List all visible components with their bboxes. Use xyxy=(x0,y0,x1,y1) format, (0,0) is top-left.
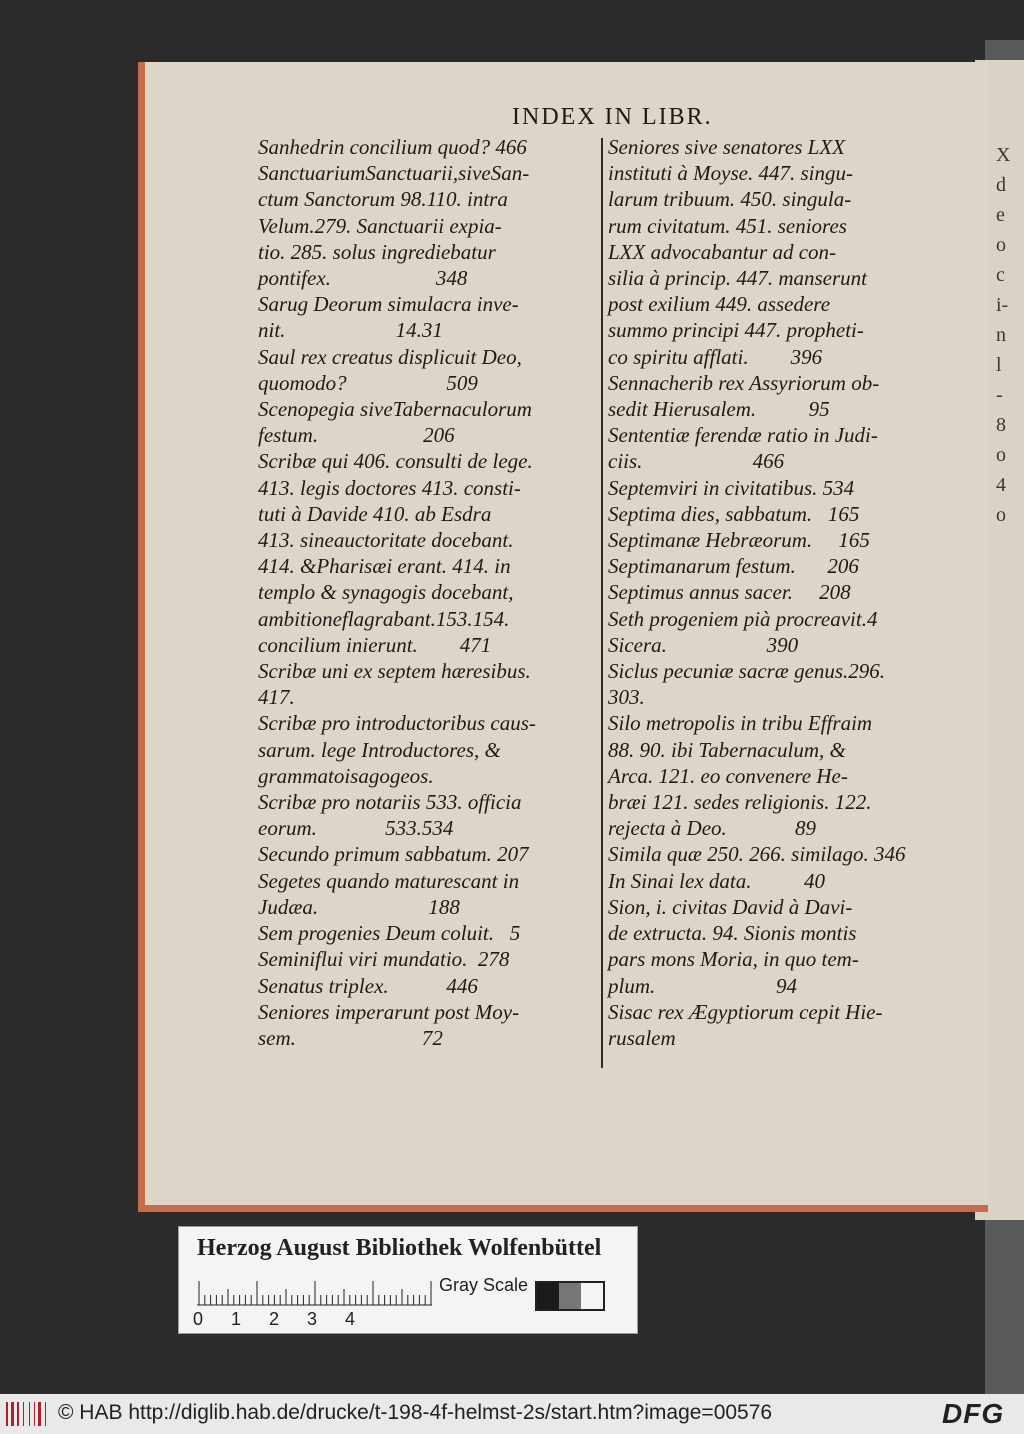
index-line: In Sinai lex data. 40 xyxy=(608,868,825,893)
footer-bar xyxy=(0,1394,1024,1434)
margin-glyph: l xyxy=(996,354,1002,376)
library-label xyxy=(178,1226,638,1334)
margin-glyph: X xyxy=(996,144,1011,166)
margin-glyph: d xyxy=(996,174,1006,196)
barcode-bar xyxy=(23,1402,24,1426)
scale-number: 4 xyxy=(345,1309,356,1329)
index-line: Septemviri in civitatibus. 534 xyxy=(608,475,855,500)
index-line: Seth progeniem pià procreavit.4 xyxy=(608,606,878,631)
index-line: co spiritu afflati. 396 xyxy=(608,344,823,369)
index-line: tio. 285. solus ingrediebatur xyxy=(258,239,496,264)
margin-glyph: 8 xyxy=(996,414,1006,436)
index-line: silia à princip. 447. manserunt xyxy=(608,266,868,291)
margin-glyph: n xyxy=(996,324,1006,346)
index-line: Sem progenies Deum coluit. 5 xyxy=(258,921,521,946)
index-line: Septimanarum festum. 206 xyxy=(608,554,859,579)
margin-glyph: o xyxy=(996,444,1006,466)
index-line: Segetes quando maturescant in xyxy=(258,868,520,893)
barcode-bar xyxy=(6,1402,8,1426)
gray-scale-swatches xyxy=(535,1281,605,1311)
index-line: Sanhedrin concilium quod? 466 xyxy=(258,135,527,159)
index-line: instituti à Moyse. 447. singu- xyxy=(608,161,853,186)
barcode-bar xyxy=(34,1402,35,1426)
barcode-bar xyxy=(11,1402,14,1426)
margin-glyph: c xyxy=(996,264,1005,286)
index-line: Sicera. 390 xyxy=(608,632,799,657)
index-line: Sarug Deorum simulacra inve- xyxy=(258,292,519,317)
index-line: rum civitatum. 451. seniores xyxy=(608,213,847,238)
index-line: de extructa. 94. Sionis montis xyxy=(608,921,857,946)
index-line: festum. 206 xyxy=(258,423,455,448)
index-line: sarum. lege Introductores, & xyxy=(258,737,501,762)
index-line: Seminiflui viri mundatio. 278 xyxy=(258,947,510,972)
index-line: Saul rex creatus displicuit Deo, xyxy=(258,344,522,369)
label-title: Herzog August Bibliothek Wolfenbüttel xyxy=(197,1235,602,1261)
index-line: bræi 121. sedes religionis. 122. xyxy=(608,790,872,815)
index-line: 413. legis doctores 413. consti- xyxy=(258,475,521,500)
index-line: 417. xyxy=(258,685,295,710)
index-line: Scenopegia siveTabernaculorum xyxy=(258,397,532,422)
index-line: 88. 90. ibi Tabernaculum, & xyxy=(608,737,846,762)
index-line: Scribæ qui 406. consulti de lege. xyxy=(258,449,533,474)
margin-glyph: e xyxy=(996,204,1005,226)
index-line: Senatus triplex. 446 xyxy=(258,973,478,998)
gray-scale-label: Gray Scale xyxy=(439,1275,529,1295)
index-line: Silo metropolis in tribu Effraim xyxy=(608,711,873,736)
index-line: post exilium 449. assedere xyxy=(608,292,831,317)
index-line: eorum. 533.534 xyxy=(258,816,454,841)
index-line: ctum Sanctorum 98.110. intra xyxy=(258,187,508,212)
left-index-column xyxy=(258,134,600,1051)
scale-number: 3 xyxy=(307,1309,318,1329)
facing-page-margin xyxy=(996,140,1024,530)
barcode-icon xyxy=(5,1400,47,1428)
margin-glyph: i- xyxy=(996,294,1009,316)
index-line: Scribæ pro introductoribus caus- xyxy=(258,711,536,736)
footer-url[interactable]: © HAB http://diglib.hab.de/drucke/t-198-4f-helmst-2s/start.htm?image=00576 xyxy=(58,1401,773,1424)
index-line: Scribæ uni ex septem hæresibus. xyxy=(258,659,531,684)
index-line: Secundo primum sabbatum. 207 xyxy=(258,842,529,867)
index-line: Siclus pecuniæ sacræ genus.296. xyxy=(608,659,886,684)
gray-swatch-mid xyxy=(559,1283,581,1309)
gray-swatch-black xyxy=(537,1283,559,1309)
index-line: pars mons Moria, in quo tem- xyxy=(608,947,859,972)
index-line: Arca. 121. eo convenere He- xyxy=(608,763,848,788)
index-line: Simila quæ 250. 266. similago. 346 xyxy=(608,842,906,867)
dfg-logo: DFG xyxy=(942,1398,1005,1429)
index-line: Velum.279. Sanctuarii expia- xyxy=(258,213,502,238)
scale-number: 2 xyxy=(269,1309,280,1329)
index-line: ambitioneflagrabant.153.154. xyxy=(258,606,510,631)
right-index-column xyxy=(608,134,950,1051)
barcode-bar xyxy=(29,1402,30,1426)
scale-number: 1 xyxy=(231,1309,242,1329)
index-line: sedit Hierusalem. 95 xyxy=(608,397,830,422)
index-line: Seniores imperarunt post Moy- xyxy=(258,999,520,1024)
index-line: plum. 94 xyxy=(608,973,797,998)
scale-number: 0 xyxy=(193,1309,204,1329)
index-line: tuti à Davide 410. ab Esdra xyxy=(258,501,492,526)
barcode-bar xyxy=(17,1402,19,1426)
gray-swatch-white xyxy=(581,1283,603,1309)
index-line: 303. xyxy=(608,685,645,710)
index-line: Septimus annus sacer. 208 xyxy=(608,580,851,605)
index-line: Seniores sive senatores LXX xyxy=(608,135,845,159)
index-line: Scribæ pro notariis 533. officia xyxy=(258,790,522,815)
ruler-numbers xyxy=(193,1309,383,1330)
index-line: sem. 72 xyxy=(258,1025,443,1050)
index-line: nit. 14.31 xyxy=(258,318,443,343)
index-line: pontifex. 348 xyxy=(258,266,468,291)
index-line: Sententiæ ferendæ ratio in Judi- xyxy=(608,423,878,448)
index-line: rusalem xyxy=(608,1025,676,1050)
column-divider xyxy=(601,138,603,1068)
margin-glyph: - xyxy=(996,384,1003,406)
index-line: Sion, i. civitas David à Davi- xyxy=(608,894,853,919)
index-line: larum tribuum. 450. singula- xyxy=(608,187,852,212)
index-line: 414. &Pharisæi erant. 414. in xyxy=(258,554,511,579)
index-line: Septima dies, sabbatum. 165 xyxy=(608,501,860,526)
index-line: grammatoisagogeos. xyxy=(258,763,434,788)
index-line: concilium inierunt. 471 xyxy=(258,632,492,657)
index-line: quomodo? 509 xyxy=(258,370,478,395)
index-line: LXX advocabantur ad con- xyxy=(608,239,837,264)
index-line: templo & synagogis docebant, xyxy=(258,580,514,605)
margin-glyph: o xyxy=(996,504,1006,526)
ruler-icon xyxy=(197,1277,432,1307)
margin-glyph: o xyxy=(996,234,1006,256)
barcode-bar xyxy=(45,1402,46,1426)
barcode-bar xyxy=(38,1402,41,1426)
index-line: ciis. 466 xyxy=(608,449,785,474)
index-line: summo principi 447. propheti- xyxy=(608,318,864,343)
index-line: Judæa. 188 xyxy=(258,894,460,919)
index-line: Sennacherib rex Assyriorum ob- xyxy=(608,370,880,395)
index-line: rejecta à Deo. 89 xyxy=(608,816,817,841)
index-line: Sisac rex Ægyptiorum cepit Hie- xyxy=(608,999,883,1024)
running-head: INDEX IN LIBR. xyxy=(512,104,713,130)
index-line: Septimanæ Hebræorum. 165 xyxy=(608,528,870,553)
margin-glyph: 4 xyxy=(996,474,1006,496)
index-line: 413. sineauctoritate docebant. xyxy=(258,528,514,553)
index-line: SanctuariumSanctuarii,siveSan- xyxy=(258,161,530,186)
